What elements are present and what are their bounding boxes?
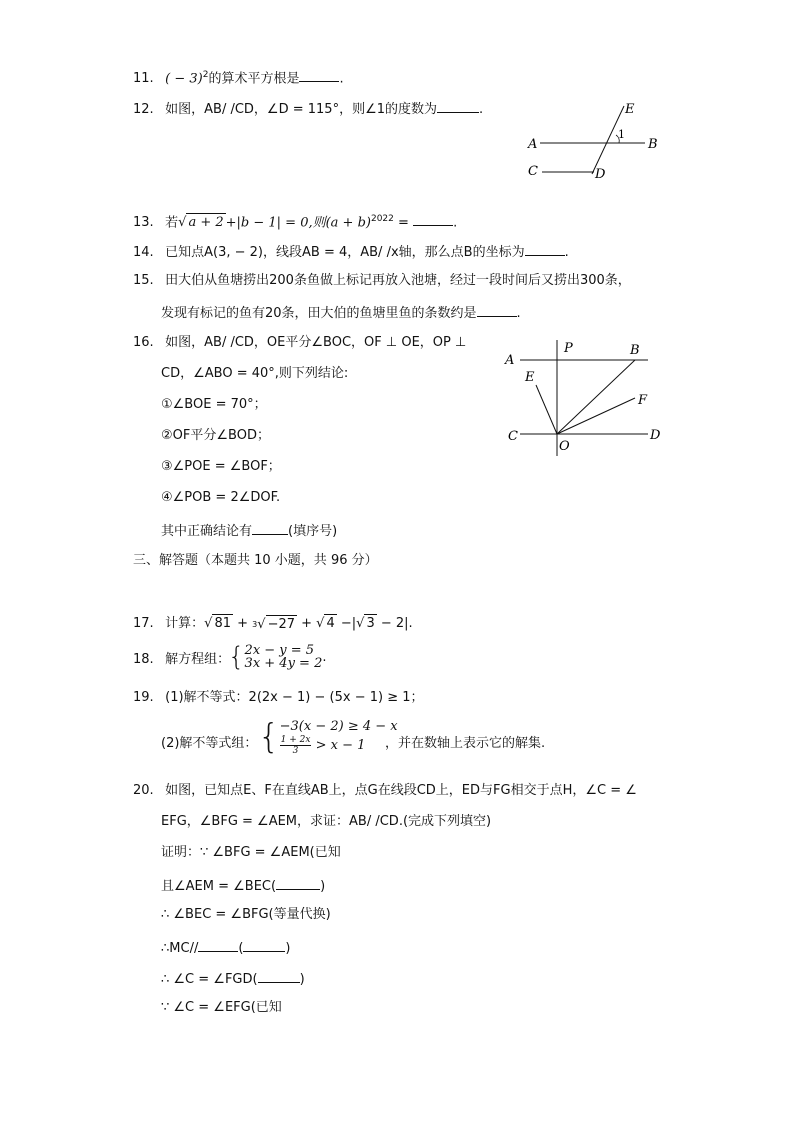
label-p: P <box>564 341 573 356</box>
label-f: F <box>638 393 648 408</box>
question-number: 17. <box>133 616 154 631</box>
expression-tail: − 2|. <box>376 616 413 631</box>
step-prefix: 且∠AEM = ∠BEC( <box>161 879 277 894</box>
label-a: A <box>505 353 515 368</box>
question-11 <box>133 66 344 88</box>
question-19 <box>133 689 423 707</box>
equation-2: 3x + 4y = 2 <box>244 656 323 671</box>
question-number: 11. <box>133 71 154 87</box>
line-oe <box>536 385 557 434</box>
question-prefix: 若 <box>165 215 179 231</box>
answer-blank[interactable] <box>525 241 565 256</box>
question-prefix: 解方程组： <box>165 652 231 667</box>
label-d: D <box>650 428 661 443</box>
label-d: D <box>595 167 606 182</box>
numerator: 1 + 2x <box>280 734 311 745</box>
answer-blank[interactable] <box>198 937 238 952</box>
radicand: −27 <box>267 617 295 632</box>
tail-suffix: (填序号) <box>288 524 338 539</box>
sqrt-expression: √ a + 2 <box>178 215 224 231</box>
sqrt-81: √ 81 <box>204 616 231 631</box>
step-suffix: ) <box>285 941 291 956</box>
answer-blank[interactable] <box>299 67 339 82</box>
inequality-system <box>258 718 398 756</box>
cube-root: 3 √ −27 <box>252 617 295 632</box>
label-c: C <box>528 164 538 179</box>
answer-blank[interactable] <box>413 211 453 226</box>
question-16-line2: CD，∠ABO = 40°,则下列结论: <box>161 366 349 381</box>
paren-open: ( <box>238 941 244 956</box>
question-19-part2 <box>161 735 257 753</box>
question-20 <box>133 782 637 800</box>
system-equations <box>245 644 323 670</box>
label-e: E <box>525 370 535 385</box>
radicand: 4 <box>326 616 335 631</box>
label-e: E <box>625 102 635 117</box>
label-a: A <box>528 137 538 152</box>
radicand: 3 <box>366 616 375 631</box>
system-inequalities <box>280 719 398 756</box>
inequality-2 <box>280 735 398 756</box>
question-number: 16. <box>133 335 154 350</box>
question-text: 的算术平方根是 <box>208 71 300 87</box>
label-b: B <box>630 343 640 358</box>
question-15-line2 <box>161 302 521 323</box>
proof-step-6: ∵ ∠C = ∠EFG(已知 <box>161 1000 282 1015</box>
inequality-2-tail: > x − 1 <box>315 737 366 753</box>
period: . <box>322 649 327 665</box>
question-12 <box>133 98 483 119</box>
question-20-line2: EFG，∠BFG = ∠AEM，求证：AB/ /CD.(完成下列填空) <box>161 814 492 829</box>
question-17 <box>133 614 413 634</box>
question-text-line1: 如图，AB/ /CD，OE平分∠BOC，OF ⊥ OE，OP ⊥ <box>165 335 467 350</box>
period: . <box>453 215 458 231</box>
label-o: O <box>559 439 570 454</box>
equation-system <box>228 642 327 672</box>
step-suffix: ) <box>299 972 305 987</box>
brace: { <box>228 642 245 672</box>
question-number: 19. <box>133 690 154 705</box>
brace: { <box>258 717 280 757</box>
answer-blank[interactable] <box>276 875 320 890</box>
part-2-suffix: ，并在数轴上表示它的解集. <box>385 736 546 751</box>
answer-blank[interactable] <box>252 520 288 535</box>
question-number: 18. <box>133 652 154 667</box>
conclusion-2: ②OF平分∠BOD； <box>161 428 270 443</box>
period: . <box>479 102 484 117</box>
question-text-line1: 如图，已知点E、F在直线AB上，点G在线段CD上，ED与FG相交于点H，∠C = ∠ <box>165 783 637 798</box>
operator: + <box>233 616 253 631</box>
inequality-1: −3(x − 2) ≥ 4 − x <box>279 718 398 734</box>
operator: + <box>297 616 317 631</box>
question-15 <box>133 272 631 290</box>
question-18 <box>133 651 230 669</box>
proof-step-2 <box>161 875 325 896</box>
reason-blank[interactable] <box>258 968 300 983</box>
question-16-tail <box>161 520 337 541</box>
period: . <box>564 245 569 260</box>
question-prefix: 计算： <box>165 616 205 631</box>
question-text-line2: 发现有标记的鱼有20条，田大伯的鱼塘里鱼的条数约是 <box>161 306 477 321</box>
proof-step-3: ∴ ∠BEC = ∠BFG(等量代换) <box>161 907 331 922</box>
tail-prefix: 其中正确结论有 <box>161 524 253 539</box>
label-angle-1: 1 <box>618 128 625 141</box>
proof-step-1: 证明：∵ ∠BFG = ∠AEM(已知 <box>161 845 341 860</box>
part-2-prefix: (2)解不等式组： <box>161 736 258 751</box>
question-text: +|b − 1| = 0,则(a + b) <box>225 215 371 231</box>
question-number: 13. <box>133 215 154 231</box>
question-text: 已知点A(3, − 2)，线段AB = 4，AB/ /x轴，那么点B的坐标为 <box>165 245 525 260</box>
conclusion-4: ④∠POB = 2∠DOF. <box>161 490 281 505</box>
question-text-line1: 田大伯从鱼塘捞出200条鱼做上标记再放入池塘，经过一段时间后又捞出300条， <box>165 273 631 288</box>
question-14 <box>133 241 569 262</box>
part-1: (1)解不等式：2(2x − 1) − (5x − 1) ≥ 1； <box>165 690 424 705</box>
figure-q12 <box>520 98 665 182</box>
reason-blank[interactable] <box>243 937 285 952</box>
sqrt-4: √ 4 <box>316 616 335 631</box>
exponent: 2022 <box>370 214 394 224</box>
question-number: 15. <box>133 273 154 288</box>
answer-blank[interactable] <box>437 98 479 113</box>
denominator: 3 <box>292 745 299 756</box>
equation-1: 2x − y = 5 <box>244 643 315 658</box>
question-13 <box>133 210 457 232</box>
section-heading: 三、解答题（本题共 10 小题，共 96 分） <box>133 553 378 568</box>
equals: = <box>393 215 414 231</box>
sqrt-3: √ 3 <box>356 616 375 631</box>
root-index: 3 <box>252 620 258 629</box>
proof-step-4 <box>161 937 290 958</box>
question-text: 如图，AB/ /CD，∠D = 115°，则∠1的度数为 <box>165 102 437 117</box>
fraction <box>280 735 312 756</box>
period: . <box>516 306 521 321</box>
answer-blank[interactable] <box>477 302 517 317</box>
label-b: B <box>648 137 658 152</box>
step-prefix: ∴ ∠C = ∠FGD( <box>161 972 258 987</box>
figure-q16 <box>498 334 668 458</box>
question-number: 20. <box>133 783 154 798</box>
step-suffix: ) <box>320 879 326 894</box>
expression-base: ( − 3) <box>165 71 203 87</box>
conclusion-1: ①∠BOE = 70°； <box>161 397 267 412</box>
radicand: a + 2 <box>188 215 224 231</box>
period: . <box>339 71 344 87</box>
radicand: 81 <box>214 616 231 631</box>
line-of <box>557 398 635 434</box>
exponent: 2 <box>202 70 209 80</box>
label-c: C <box>508 429 518 444</box>
proof-step-5 <box>161 968 305 989</box>
question-16 <box>133 334 466 352</box>
operator: −| <box>336 616 357 631</box>
question-number: 14. <box>133 245 154 260</box>
line-ob <box>557 360 635 434</box>
conclusion-3: ③∠POE = ∠BOF； <box>161 459 281 474</box>
step-prefix: ∴MC// <box>161 941 199 956</box>
question-number: 12. <box>133 102 154 117</box>
